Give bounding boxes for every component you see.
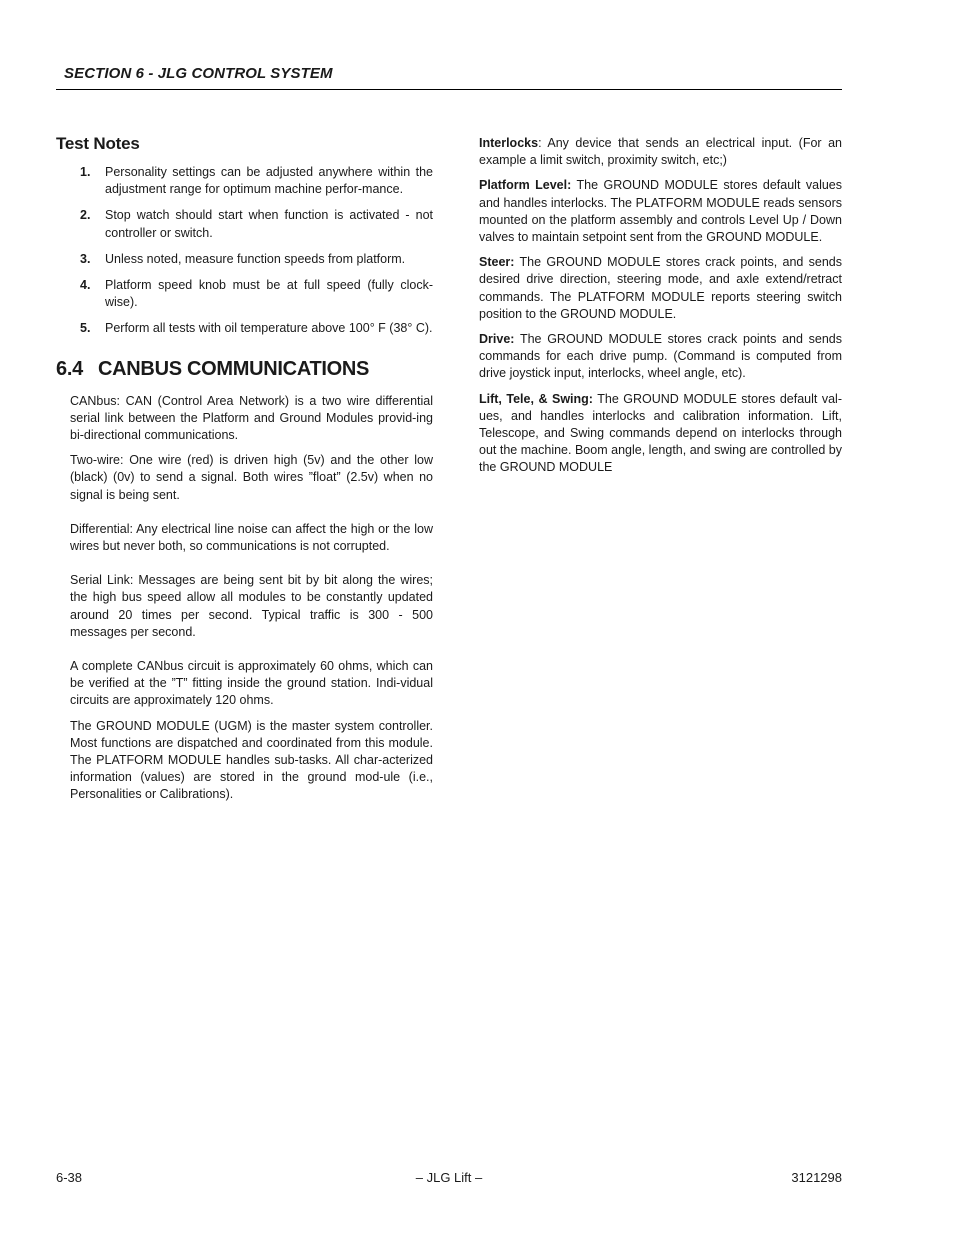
definition-term: Platform Level: xyxy=(479,178,572,193)
page-number: 6-38 xyxy=(56,1170,83,1185)
list-item-number: 5. xyxy=(80,321,91,336)
section-number: 6.4 xyxy=(56,357,83,380)
list-item-text: Perform all tests with oil temperature above 100° F (38° C). xyxy=(105,321,433,336)
definition-drive xyxy=(479,331,842,383)
footer-center-text: – JLG Lift – xyxy=(415,1170,483,1185)
paragraph-circuit: A complete CANbus circuit is approximately 60 ohms, which can be verified at the ”T” fitting inside the ground station. Indi-vidual circuits are approximately 120 ohms. xyxy=(70,659,433,708)
list-item xyxy=(56,164,433,198)
page-header-title: SECTION 6 - JLG CONTROL SYSTEM xyxy=(64,65,333,82)
definition-term: Steer: xyxy=(479,255,515,270)
definition-term: Drive: xyxy=(479,332,515,347)
definition-interlocks xyxy=(479,135,842,169)
list-item-text: Unless noted, measure function speeds from platform. xyxy=(105,251,406,266)
list-item xyxy=(56,320,433,337)
left-column xyxy=(56,134,433,812)
definition-separator: : xyxy=(538,136,548,150)
list-item-number: 3. xyxy=(80,251,91,266)
paragraph-ground-module: The GROUND MODULE (UGM) is the master system controller. Most functions are dispatched and coordinated from this module. The PLATFORM MODULE handles sub-tasks. All char-acterized information (values) are stored in the ground mod-ule (i.e., Personalities or Calibrations). xyxy=(70,718,433,802)
document-number: 3121298 xyxy=(791,1170,842,1185)
definition-text: The GROUND MODULE stores default values and handles interlocks. The PLATFORM MODULE reads sensors mounted on the platform assembly and controls Level Up / Down valves to maintain setpoint sent from the GROUND MODULE. xyxy=(479,178,842,245)
definition-text: The GROUND MODULE stores crack points and sends commands for each drive pump. (Command is computed from drive joystick input, interlocks, wheel angle, etc). xyxy=(479,332,843,381)
list-item-number: 4. xyxy=(80,278,91,293)
paragraph-two-wire: Two-wire: One wire (red) is driven high (5v) and the other low (black) (0v) to send a signal. Both wires ”float” (2.5v) when no signal is being sent. xyxy=(70,453,433,502)
paragraph-differential: Differential: Any electrical line noise can affect the high or the low wires but never both, so communications is not corrupted. xyxy=(70,521,433,554)
list-item xyxy=(56,277,433,311)
list-item-number: 1. xyxy=(80,165,91,179)
list-item xyxy=(56,207,433,241)
definition-text: The GROUND MODULE stores default val-ues, and handles interlocks and calibration information. Lift, Telescope, and Swing commands depend on interlocks through out the machine. Boom angle, length, and swing are controlled by the GROUND MODULE xyxy=(479,391,842,475)
list-item-text: Platform speed knob must be at full speed (fully clock-wise). xyxy=(105,278,433,310)
test-notes-list xyxy=(56,164,433,338)
list-item-text: Personality settings can be adjusted anywhere within the adjustment range for optimum machine perfor-mance. xyxy=(105,165,433,197)
definition-lift-tele-swing xyxy=(479,391,842,477)
definition-platform-level xyxy=(479,177,842,246)
definition-term: Interlocks xyxy=(479,136,539,150)
list-item-text: Stop watch should start when function is activated - not controller or switch. xyxy=(105,208,433,240)
list-item xyxy=(56,251,433,268)
paragraph-canbus: CANbus: CAN (Control Area Network) is a two wire differential serial link between the Platform and Ground Modules provid-ing bi-directional communications. xyxy=(70,393,433,443)
definition-steer xyxy=(479,254,842,323)
paragraph-serial-link: Serial Link: Messages are being sent bit by bit along the wires; the high bus speed allow all modules to be constantly updated around 20 times per second. Typical traffic is 300 - 500 messages per second. xyxy=(70,573,433,639)
test-notes-heading: Test Notes xyxy=(56,134,140,153)
definition-text: Any device that sends an electrical input. (For an example a limit switch, proximity switch, etc;) xyxy=(479,136,842,168)
header-divider xyxy=(56,89,842,90)
section-heading xyxy=(56,358,433,381)
definition-text: The GROUND MODULE stores crack points, and sends desired drive direction, steering mode, and axle extend/retract commands. The PLATFORM MODULE reports steering switch position to the GROUND MODULE. xyxy=(479,255,843,321)
list-item-number: 2. xyxy=(80,208,91,223)
section-title: CANBUS COMMUNICATIONS xyxy=(98,357,370,380)
definition-term: Lift, Tele, & Swing: xyxy=(479,391,593,406)
right-column xyxy=(479,135,842,485)
